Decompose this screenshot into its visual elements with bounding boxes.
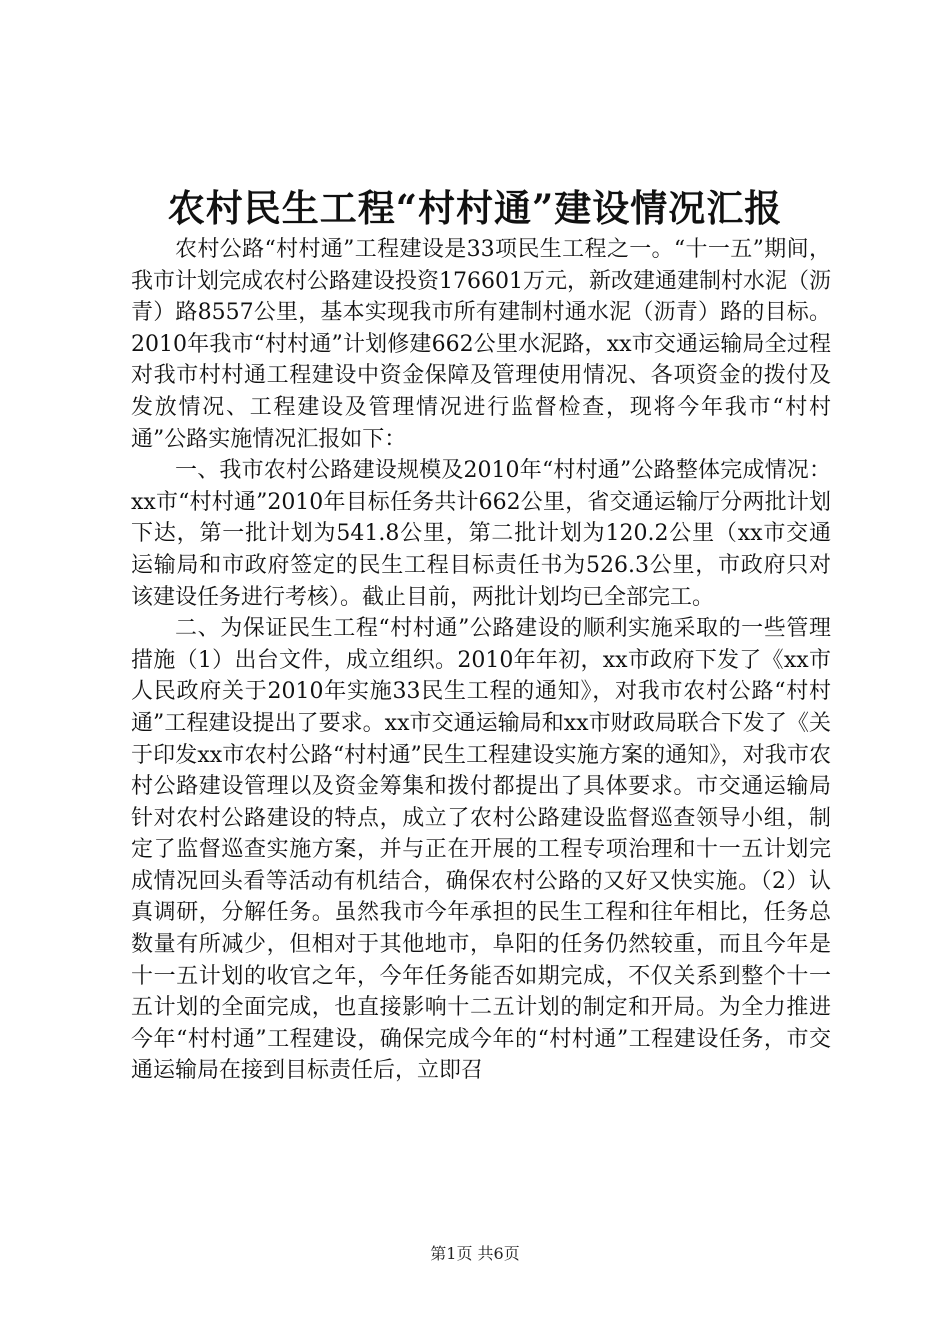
document-body [131,234,831,1087]
body-paragraph-3: 二、为保证民生工程“村村通”公路建设的顺利实施采取的一些管理措施（1）出台文件，成立组织。2010年年初，xx市政府下发了《xx市人民政府关于2010年实施33民生工程的通知》，对我市农村公路“村村通”工程建设提出了要求。xx市交通运输局和xx市财政局联合下发了《关于印发xx市农村公路“村村通”民生工程建设实施方案的通知》，对我市农村公路建设管理以及资金筹集和拨付都提出了具体要求。市交通运输局针对农村公路建设的特点，成立了农村公路建设监督巡查领导小组，制定了监督巡查实施方案，并与正在开展的工程专项治理和十一五计划完成情况回头看等活动有机结合，确保农村公路的又好又快实施。（2）认真调研，分解任务。虽然我市今年承担的民生工程和往年相比，任务总数量有所减少，但相对于其他地市，阜阳的任务仍然较重，而且今年是十一五计划的收官之年，今年任务能否如期完成，不仅关系到整个十一五计划的全面完成，也直接影响十二五计划的制定和开局。为全力推进今年“村村通”工程建设，确保完成今年的“村村通”工程建设任务，市交通运输局在接到目标责任后，立即召 [131,616,831,1084]
body-paragraph-2: 一、我市农村公路建设规模及2010年“村村通”公路整体完成情况：xx市“村村通”2010年目标任务共计662公里，省交通运输厅分两批计划下达，第一批计划为541.8公里，第二批计划为120.2公里（xx市交通运输局和市政府签定的民生工程目标责任书为526.3公里，市政府只对该建设任务进行考核）。截止目前，两批计划均已全部完工。 [131,458,831,610]
page-number-footer: 第1页 共6页 [430,1244,520,1263]
document-title: 农村民生工程“村村通”建设情况汇报 [167,186,783,230]
body-paragraph-1: 农村公路“村村通”工程建设是33项民生工程之一。“十一五”期间，我市计划完成农村公路建设投资176601万元，新改建通建制村水泥（沥青）路8557公里，基本实现我市所有建制村通水泥（沥青）路的目标。2010年我市“村村通”计划修建662公里水泥路，xx市交通运输局全过程对我市村村通工程建设中资金保障及管理使用情况、各项资金的拨付及发放情况、工程建设及管理情况进行监督检查，现将今年我市“村村通”公路实施情况汇报如下： [131,237,831,452]
